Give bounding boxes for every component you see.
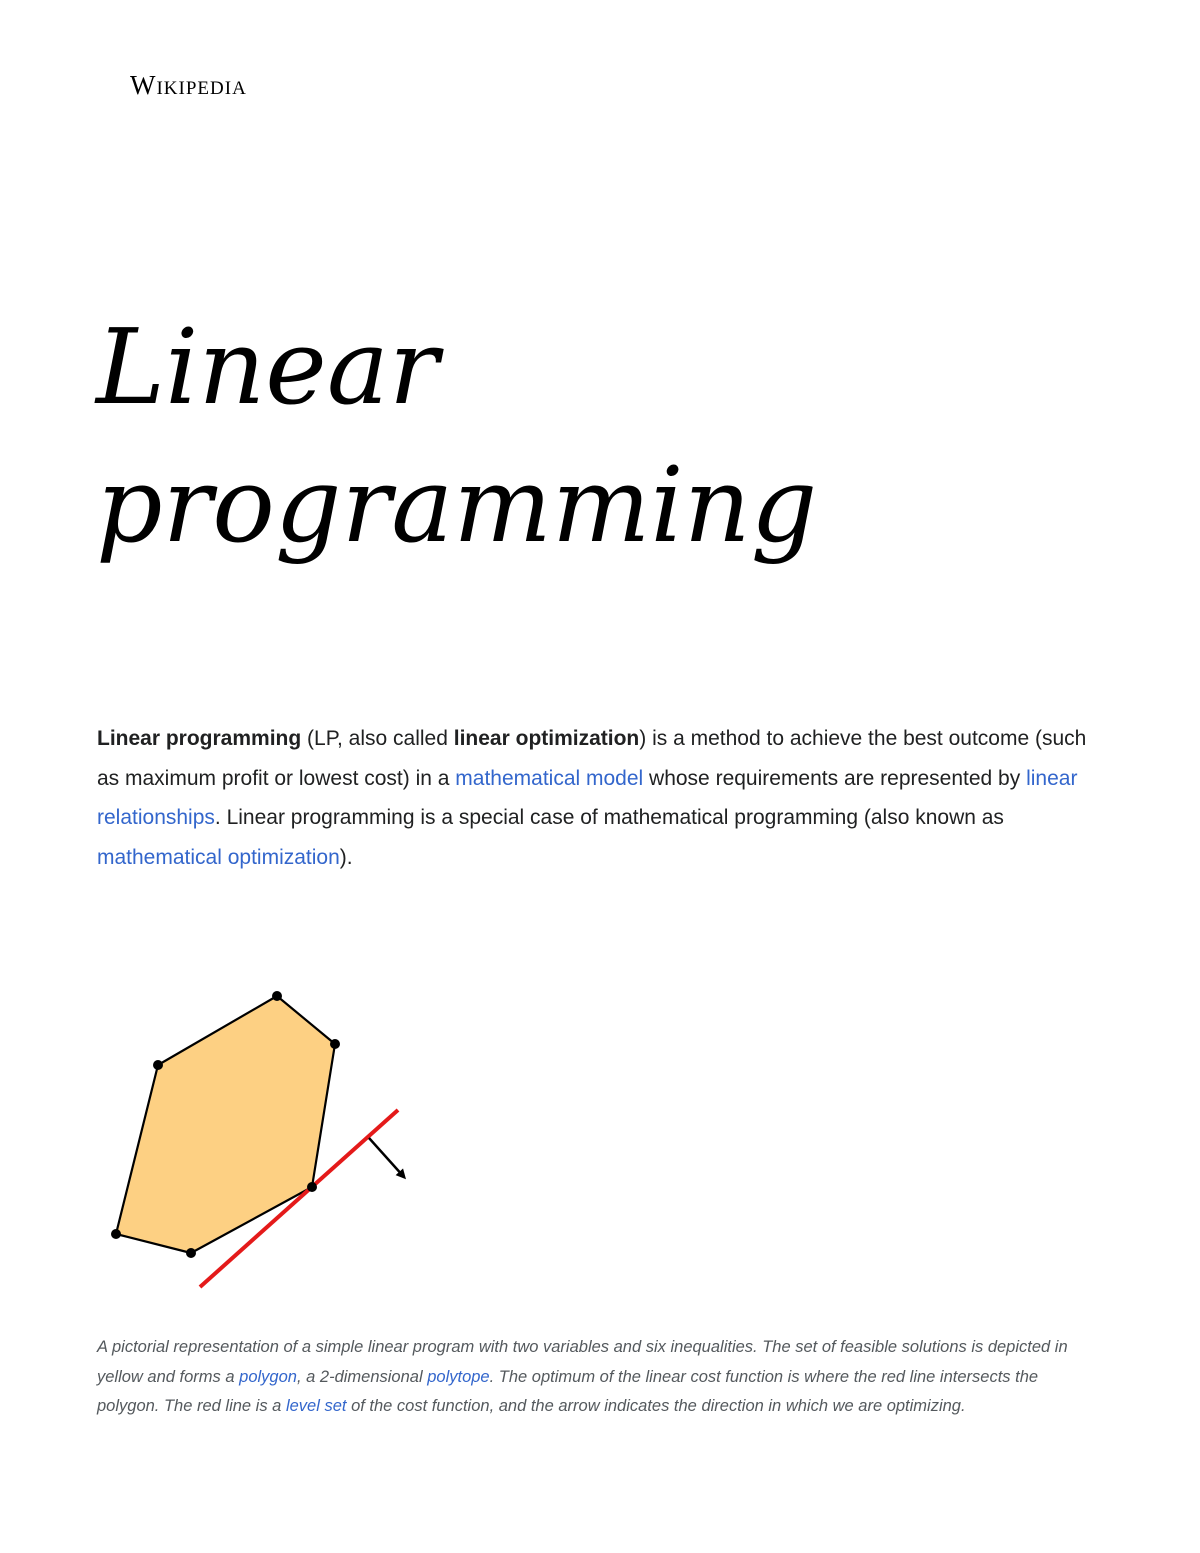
lead-text-1: (LP, also called [301,727,454,750]
page-title [96,298,1096,574]
caption-text-3: . The optimum of the linear cost function is where the red line intersects the polygon. The red line is a [97,1367,1039,1415]
lead-text-5: ). [339,845,353,869]
lead-text-3: whose requirements are represented by [643,766,1027,790]
optimal-vertex [307,1182,317,1192]
link-level-set[interactable]: level set [285,1397,347,1415]
caption-text-2: , a 2-dimensional [296,1367,428,1386]
link-mathematical-optimization[interactable]: mathematical optimization [97,845,340,869]
vertex [111,1229,121,1239]
lead-paragraph [97,719,1112,877]
title-line-1: Linear [96,306,439,428]
linear-program-figure[interactable] [100,985,430,1295]
link-linear-relationships[interactable]: linear relationships [97,766,1078,829]
vertex [186,1248,196,1258]
feasible-region-polygon [116,996,335,1253]
lead-alt-term: linear optimization [453,727,640,750]
caption-text-4: of the cost function, and the arrow indicates the direction in which we are optimizing. [346,1397,966,1415]
lead-text-4: . Linear programming is a special case of mathematical programming (also known as [214,806,1004,829]
lead-term: Linear programming [97,727,302,750]
link-polygon[interactable]: polygon [239,1367,297,1386]
caption-text-1: A pictorial representation of a simple linear program with two variables and six inequalities. The set of feasible solutions is depicted in yellow and forms a [97,1338,1068,1386]
vertex [272,991,282,1001]
direction-arrow [369,1138,404,1177]
figure-caption [97,1333,1097,1422]
link-polytope[interactable]: polytope [427,1367,490,1386]
lead-text-2: ) is a method to achieve the best outcome (such as maximum profit or lowest cost) in a [97,727,1087,790]
vertex [330,1039,340,1049]
title-line-2: programming [96,444,818,566]
wikipedia-logo[interactable]: Wikipedia [130,70,247,100]
vertex [153,1060,163,1070]
link-mathematical-model[interactable]: mathematical model [455,766,644,790]
